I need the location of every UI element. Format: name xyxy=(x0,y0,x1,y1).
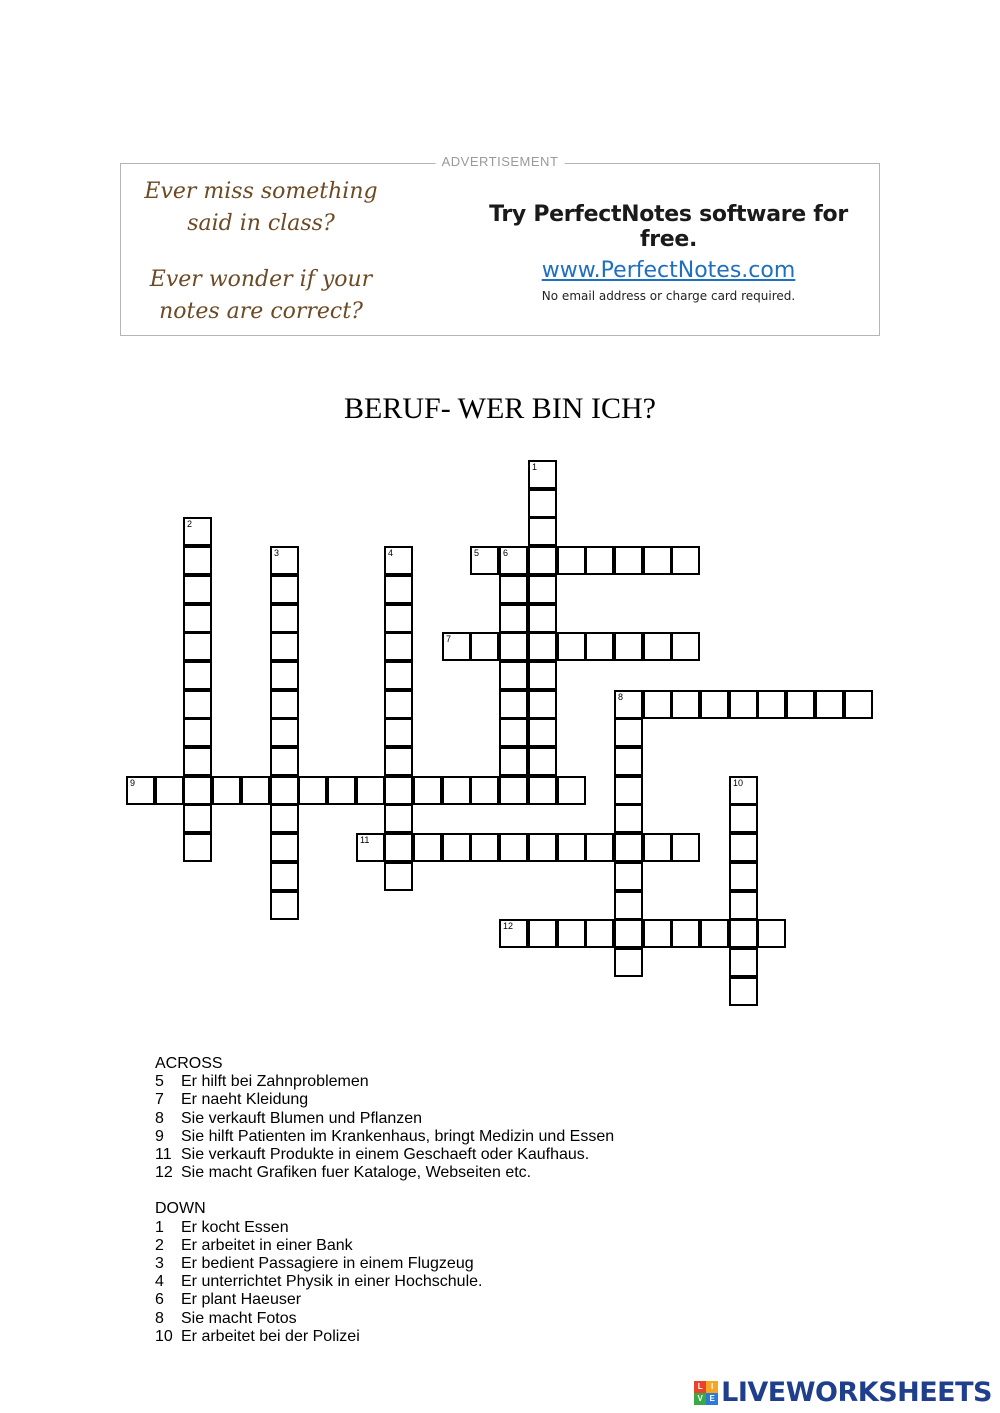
down-heading: DOWN xyxy=(155,1200,206,1218)
crossword-cell[interactable] xyxy=(729,977,758,1006)
ad-link[interactable]: www.PerfectNotes.com xyxy=(541,258,796,283)
crossword-cell[interactable] xyxy=(671,833,700,862)
crossword-cell[interactable] xyxy=(528,460,557,489)
crossword-cell[interactable] xyxy=(614,891,643,920)
clue-item xyxy=(155,1291,614,1309)
clue-item-number: 7 xyxy=(155,1091,164,1109)
crossword-cell[interactable] xyxy=(499,776,528,805)
crossword-cell[interactable] xyxy=(126,776,155,805)
crossword-cell[interactable] xyxy=(270,546,299,575)
crossword-cell[interactable] xyxy=(528,575,557,604)
crossword-cell[interactable] xyxy=(384,546,413,575)
clue-item-text: Sie verkauft Produkte in einem Geschaeft oder Kaufhaus. xyxy=(181,1146,590,1164)
crossword-cell[interactable] xyxy=(614,948,643,977)
clue-item xyxy=(155,1073,614,1091)
clue-item xyxy=(155,1328,614,1346)
crossword-cell[interactable] xyxy=(183,546,212,575)
crossword-cell[interactable] xyxy=(557,632,586,661)
clue-item-number: 10 xyxy=(155,1327,173,1345)
crossword-cell[interactable] xyxy=(585,833,614,862)
crossword-cell[interactable] xyxy=(270,891,299,920)
clue-item xyxy=(155,1255,614,1273)
crossword-cell[interactable] xyxy=(183,517,212,546)
crossword-cell[interactable] xyxy=(384,575,413,604)
crossword-cell[interactable] xyxy=(499,632,528,661)
crossword-cell[interactable] xyxy=(270,632,299,661)
clue-number: 6 xyxy=(503,548,509,558)
crossword-cell[interactable] xyxy=(643,833,672,862)
crossword-cell[interactable] xyxy=(499,747,528,776)
crossword-cell[interactable] xyxy=(557,546,586,575)
crossword-cell[interactable] xyxy=(183,690,212,719)
crossword-cell[interactable] xyxy=(270,747,299,776)
crossword-cell[interactable] xyxy=(241,776,270,805)
crossword-cell[interactable] xyxy=(815,690,844,719)
ad-label: ADVERTISEMENT xyxy=(436,154,565,169)
crossword-cell[interactable] xyxy=(585,632,614,661)
clue-number: 5 xyxy=(474,548,480,558)
crossword-cell[interactable] xyxy=(499,690,528,719)
crossword-cell[interactable] xyxy=(614,747,643,776)
crossword-cell[interactable] xyxy=(614,862,643,891)
crossword-cell[interactable] xyxy=(270,575,299,604)
logo-tile: E xyxy=(706,1393,718,1405)
crossword-cell[interactable] xyxy=(270,804,299,833)
crossword-cell[interactable] xyxy=(671,919,700,948)
crossword-cell[interactable] xyxy=(528,718,557,747)
crossword-cell[interactable] xyxy=(442,833,471,862)
crossword-cell[interactable] xyxy=(614,833,643,862)
clue-item-text: Er bedient Passagiere in einem Flugzeug xyxy=(181,1255,474,1273)
crossword-cell[interactable] xyxy=(729,833,758,862)
clue-number: 3 xyxy=(274,548,280,558)
crossword-cell[interactable] xyxy=(585,546,614,575)
clue-item xyxy=(155,1110,614,1128)
crossword-cell[interactable] xyxy=(643,690,672,719)
clue-item xyxy=(155,1237,614,1255)
clue-item-text: Er unterrichtet Physik in einer Hochschule. xyxy=(181,1273,483,1291)
crossword-cell[interactable] xyxy=(757,690,786,719)
crossword-cell[interactable] xyxy=(384,632,413,661)
crossword-cell[interactable] xyxy=(499,919,528,948)
clue-list xyxy=(155,1055,614,1346)
across-clues xyxy=(155,1073,614,1182)
crossword-cell[interactable] xyxy=(183,604,212,633)
ad-headline: Try PerfectNotes software for free. xyxy=(489,202,848,252)
crossword-cell[interactable] xyxy=(470,546,499,575)
clue-item-text: Sie hilft Patienten im Krankenhaus, bringt Medizin und Essen xyxy=(181,1127,615,1145)
crossword-cell[interactable] xyxy=(557,919,586,948)
crossword-cell[interactable] xyxy=(614,632,643,661)
crossword-cell[interactable] xyxy=(528,632,557,661)
crossword-cell[interactable] xyxy=(729,948,758,977)
crossword-cell[interactable] xyxy=(528,661,557,690)
clue-number: 10 xyxy=(733,778,744,788)
crossword-cell[interactable] xyxy=(729,919,758,948)
clue-number: 4 xyxy=(388,548,394,558)
crossword-cell[interactable] xyxy=(528,517,557,546)
crossword-cell[interactable] xyxy=(528,919,557,948)
crossword-cell[interactable] xyxy=(729,804,758,833)
clue-item-text: Er arbeitet bei der Polizei xyxy=(181,1327,360,1345)
crossword-cell[interactable] xyxy=(844,690,873,719)
crossword-cell[interactable] xyxy=(356,776,385,805)
crossword-cell[interactable] xyxy=(700,919,729,948)
crossword-cell[interactable] xyxy=(585,919,614,948)
worksheet-title: BERUF- WER BIN ICH? xyxy=(344,392,656,425)
crossword-cell[interactable] xyxy=(270,718,299,747)
crossword-cell[interactable] xyxy=(528,489,557,518)
crossword-cell[interactable] xyxy=(384,833,413,862)
crossword-cell[interactable] xyxy=(270,604,299,633)
logo-tile: V xyxy=(694,1393,706,1405)
crossword-cell[interactable] xyxy=(499,718,528,747)
clue-item-text: Er arbeitet in einer Bank xyxy=(181,1236,353,1254)
clue-item xyxy=(155,1273,614,1291)
crossword-cell[interactable] xyxy=(384,747,413,776)
clue-number: 11 xyxy=(360,835,370,845)
crossword-cell[interactable] xyxy=(270,833,299,862)
logo-tile: I xyxy=(706,1381,718,1393)
crossword-cell[interactable] xyxy=(298,776,327,805)
crossword-cell[interactable] xyxy=(614,546,643,575)
clue-item xyxy=(155,1091,614,1109)
crossword-cell[interactable] xyxy=(470,632,499,661)
crossword-cell[interactable] xyxy=(442,776,471,805)
crossword-cell[interactable] xyxy=(270,862,299,891)
crossword-cell[interactable] xyxy=(384,776,413,805)
clue-item-text: Sie verkauft Blumen und Pflanzen xyxy=(181,1109,423,1127)
crossword-cell[interactable] xyxy=(643,919,672,948)
ad-note: No email address or charge card required. xyxy=(541,289,796,303)
crossword-cell[interactable] xyxy=(729,891,758,920)
crossword-cell[interactable] xyxy=(671,690,700,719)
clue-item xyxy=(155,1219,614,1237)
crossword-cell[interactable] xyxy=(384,718,413,747)
crossword-cell[interactable] xyxy=(729,862,758,891)
crossword-cell[interactable] xyxy=(557,776,586,805)
crossword-cell[interactable] xyxy=(786,690,815,719)
clue-item-number: 4 xyxy=(155,1273,164,1291)
crossword-cell[interactable] xyxy=(384,661,413,690)
clue-number: 8 xyxy=(618,692,624,702)
crossword-cell[interactable] xyxy=(356,833,385,862)
crossword-cell[interactable] xyxy=(183,661,212,690)
crossword-cell[interactable] xyxy=(183,833,212,862)
ad-handwritten-question-2: Ever wonder if your notes are correct? xyxy=(149,267,373,324)
clue-item-number: 6 xyxy=(155,1291,164,1309)
ad-handwritten-question-1: Ever miss something said in class? xyxy=(144,179,378,236)
crossword-cell[interactable] xyxy=(557,833,586,862)
crossword-cell[interactable] xyxy=(614,804,643,833)
clue-item xyxy=(155,1128,614,1146)
clue-number: 1 xyxy=(532,462,538,472)
clue-item-text: Er naeht Kleidung xyxy=(181,1091,309,1109)
clue-item-number: 12 xyxy=(155,1164,173,1182)
clue-item-text: Sie macht Grafiken fuer Kataloge, Webseiten etc. xyxy=(181,1164,532,1182)
logo-tile: L xyxy=(694,1381,706,1393)
crossword-cell[interactable] xyxy=(643,546,672,575)
clue-item-number: 2 xyxy=(155,1236,164,1254)
crossword-cell[interactable] xyxy=(384,604,413,633)
crossword-cell[interactable] xyxy=(528,546,557,575)
crossword-cell[interactable] xyxy=(528,776,557,805)
clue-number: 12 xyxy=(503,921,514,931)
crossword-cell[interactable] xyxy=(270,661,299,690)
clue-item-number: 3 xyxy=(155,1255,164,1273)
crossword-cell[interactable] xyxy=(614,718,643,747)
clue-item-text: Er hilft bei Zahnproblemen xyxy=(181,1073,369,1091)
crossword-cell[interactable] xyxy=(270,690,299,719)
liveworksheets-logo-icon xyxy=(694,1381,718,1405)
crossword-cell[interactable] xyxy=(499,833,528,862)
crossword-cell[interactable] xyxy=(700,690,729,719)
crossword-cell[interactable] xyxy=(270,776,299,805)
crossword-cell[interactable] xyxy=(671,632,700,661)
clue-item-number: 8 xyxy=(155,1109,164,1127)
clue-item xyxy=(155,1164,614,1182)
crossword-cell[interactable] xyxy=(212,776,241,805)
crossword-cell[interactable] xyxy=(183,747,212,776)
clue-number: 9 xyxy=(130,778,136,788)
crossword-cell[interactable] xyxy=(413,776,442,805)
crossword-cell[interactable] xyxy=(183,575,212,604)
crossword-cell[interactable] xyxy=(499,604,528,633)
crossword-cell[interactable] xyxy=(183,776,212,805)
across-heading: ACROSS xyxy=(155,1055,223,1072)
liveworksheets-brand[interactable] xyxy=(694,1377,992,1408)
crossword-cell[interactable] xyxy=(614,776,643,805)
crossword-cell[interactable] xyxy=(327,776,356,805)
crossword-cell[interactable] xyxy=(183,718,212,747)
crossword-cell[interactable] xyxy=(155,776,184,805)
clue-number: 7 xyxy=(446,634,452,644)
crossword-cell[interactable] xyxy=(183,804,212,833)
clue-item xyxy=(155,1310,614,1328)
crossword-cell[interactable] xyxy=(470,776,499,805)
clue-item-number: 11 xyxy=(155,1146,172,1164)
crossword-cell[interactable] xyxy=(614,919,643,948)
clue-item-text: Er kocht Essen xyxy=(181,1218,289,1236)
crossword-cell[interactable] xyxy=(442,632,471,661)
clue-item xyxy=(155,1146,614,1164)
crossword-cell[interactable] xyxy=(384,804,413,833)
crossword-cell[interactable] xyxy=(183,632,212,661)
crossword-cell[interactable] xyxy=(528,604,557,633)
clue-item-number: 1 xyxy=(155,1218,164,1236)
crossword-cell[interactable] xyxy=(528,833,557,862)
crossword-cell[interactable] xyxy=(413,833,442,862)
clue-item-number: 5 xyxy=(155,1073,164,1091)
clue-item-number: 9 xyxy=(155,1127,164,1145)
down-clues xyxy=(155,1219,614,1346)
crossword-cell[interactable] xyxy=(528,690,557,719)
crossword-cell[interactable] xyxy=(528,747,557,776)
crossword-cell[interactable] xyxy=(499,661,528,690)
crossword-cell[interactable] xyxy=(384,690,413,719)
crossword-cell[interactable] xyxy=(614,690,643,719)
clue-number: 2 xyxy=(187,519,193,529)
crossword-cell[interactable] xyxy=(729,690,758,719)
crossword-cell[interactable] xyxy=(470,833,499,862)
clue-item-text: Er plant Haeuser xyxy=(181,1291,302,1309)
clue-item-text: Sie macht Fotos xyxy=(181,1309,297,1327)
crossword-cell[interactable] xyxy=(671,546,700,575)
crossword-cell[interactable] xyxy=(499,575,528,604)
brand-name: LIVEWORKSHEETS xyxy=(721,1377,992,1408)
crossword-cell[interactable] xyxy=(729,776,758,805)
crossword-cell[interactable] xyxy=(384,862,413,891)
crossword-cell[interactable] xyxy=(757,919,786,948)
crossword-cell[interactable] xyxy=(643,632,672,661)
crossword-cell[interactable] xyxy=(499,546,528,575)
clue-item-number: 8 xyxy=(155,1309,164,1327)
